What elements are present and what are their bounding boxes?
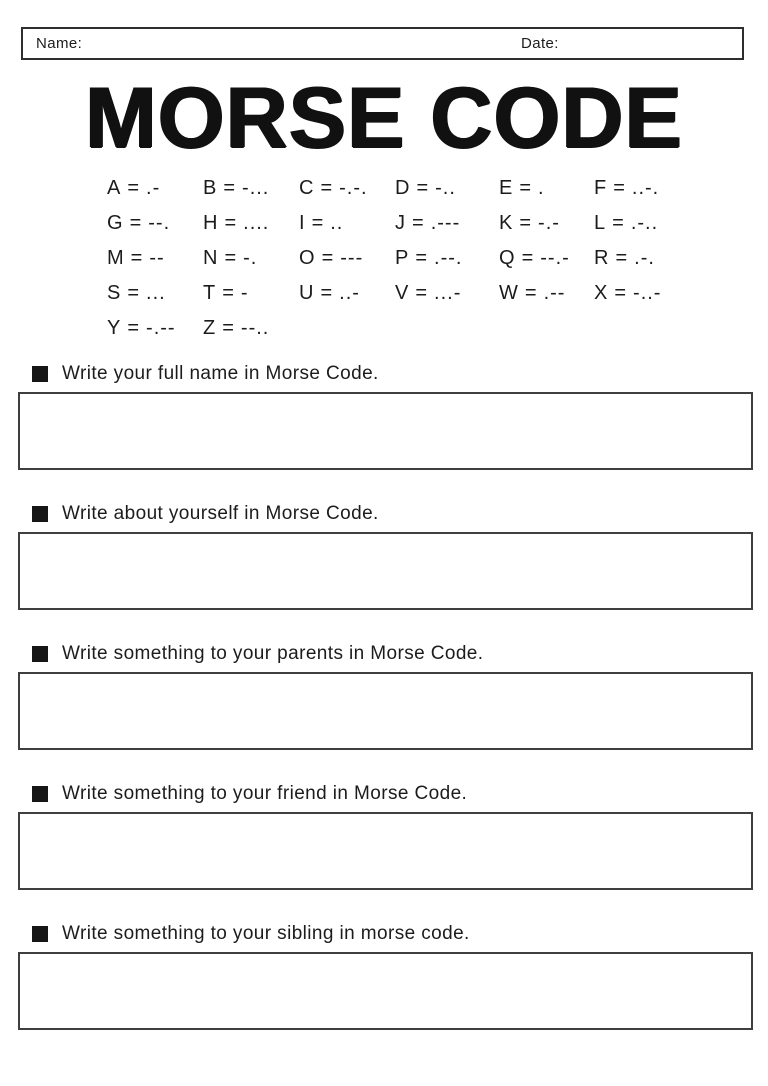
task-section-2 <box>18 503 753 610</box>
morse-entry-v <box>395 282 499 304</box>
morse-letter: G <box>107 212 123 234</box>
morse-letter: B <box>203 177 217 199</box>
morse-entry-x <box>594 282 682 304</box>
equals-sign: = <box>320 177 333 199</box>
morse-code-value: --.. <box>240 317 270 339</box>
date-field <box>521 29 731 58</box>
morse-entry-l <box>594 212 682 234</box>
morse-code-value: -. <box>243 247 258 269</box>
task-prompt-row <box>32 503 753 525</box>
morse-letter: Y <box>107 317 121 339</box>
morse-entry-a <box>107 177 203 199</box>
morse-letter: A <box>107 177 121 199</box>
answer-box-1[interactable] <box>18 392 753 470</box>
answer-box-2[interactable] <box>18 532 753 610</box>
task-prompt-text: Write about yourself in Morse Code. <box>62 503 379 524</box>
morse-letter: T <box>203 282 216 304</box>
equals-sign: = <box>320 282 333 304</box>
equals-sign: = <box>311 212 324 234</box>
morse-entry-y <box>107 317 203 339</box>
equals-sign: = <box>130 247 143 269</box>
morse-entry-t <box>203 282 299 304</box>
task-prompt-row <box>32 643 753 665</box>
morse-letter: D <box>395 177 410 199</box>
name-label: Name: <box>36 35 83 52</box>
morse-entry-u <box>299 282 395 304</box>
morse-entry-c <box>299 177 395 199</box>
morse-letter: R <box>594 247 609 269</box>
morse-code-value: . <box>538 177 545 199</box>
morse-entry-o <box>299 247 395 269</box>
morse-letter: J <box>395 212 405 234</box>
morse-letter: C <box>299 177 314 199</box>
answer-box-3[interactable] <box>18 672 753 750</box>
equals-sign: = <box>612 212 624 234</box>
morse-letter: V <box>395 282 409 304</box>
answer-box-5[interactable] <box>18 952 753 1030</box>
morse-code-value: --.- <box>540 247 570 269</box>
morse-letter: N <box>203 247 218 269</box>
morse-code-value: --. <box>148 212 171 234</box>
morse-code-value: .. <box>330 212 344 234</box>
morse-entry-r <box>594 247 682 269</box>
name-field <box>36 29 476 58</box>
morse-letter: O <box>299 247 315 269</box>
morse-code-value: ...- <box>434 282 462 304</box>
task-section-3 <box>18 643 753 750</box>
morse-entry-k <box>499 212 594 234</box>
morse-entry-d <box>395 177 499 199</box>
task-section-1 <box>18 363 753 470</box>
morse-letter: W <box>499 282 518 304</box>
morse-letter: I <box>299 212 305 234</box>
equals-sign: = <box>222 282 234 304</box>
morse-code-value: ... <box>146 282 166 304</box>
morse-letter: E <box>499 177 513 199</box>
equals-sign: = <box>519 212 532 234</box>
task-prompt-text: Write your full name in Morse Code. <box>62 363 379 384</box>
morse-letter: P <box>395 247 409 269</box>
morse-entry-e <box>499 177 594 199</box>
task-prompt-text: Write something to your sibling in morse code. <box>62 923 470 944</box>
morse-code-value: .... <box>243 212 270 234</box>
equals-sign: = <box>415 247 428 269</box>
morse-letter: L <box>594 212 606 234</box>
morse-code-value: -.- <box>538 212 560 234</box>
morse-entry-w <box>499 282 594 304</box>
morse-code-value: -.. <box>435 177 456 199</box>
morse-letter: U <box>299 282 314 304</box>
morse-entry-j <box>395 212 499 234</box>
equals-sign: = <box>321 247 334 269</box>
morse-letter: F <box>594 177 607 199</box>
bullet-square-icon <box>32 366 48 382</box>
morse-code-value: -..- <box>633 282 662 304</box>
morse-entry-g <box>107 212 203 234</box>
morse-entry-n <box>203 247 299 269</box>
bullet-square-icon <box>32 506 48 522</box>
task-section-5 <box>18 923 753 1030</box>
bullet-square-icon <box>32 646 48 662</box>
task-prompt-row <box>32 783 753 805</box>
morse-code-value: -- <box>149 247 165 269</box>
morse-entry-m <box>107 247 203 269</box>
equals-sign: = <box>224 212 237 234</box>
task-prompt-text: Write something to your friend in Morse Code. <box>62 783 468 804</box>
equals-sign: = <box>416 177 429 199</box>
morse-entry-h <box>203 212 299 234</box>
morse-code-value: .-- <box>543 282 566 304</box>
morse-code-value: .- <box>146 177 161 199</box>
morse-code-value: .--. <box>434 247 463 269</box>
morse-code-value: .-.. <box>630 212 659 234</box>
morse-entry-b <box>203 177 299 199</box>
equals-sign: = <box>127 317 140 339</box>
morse-code-value: ..- <box>339 282 360 304</box>
equals-sign: = <box>223 177 236 199</box>
equals-sign: = <box>524 282 537 304</box>
task-section-4 <box>18 783 753 890</box>
page-title: MORSE CODE <box>85 70 683 166</box>
morse-code-value: --- <box>340 247 364 269</box>
morse-letter: H <box>203 212 218 234</box>
equals-sign: = <box>415 282 428 304</box>
morse-code-value: .--- <box>430 212 461 234</box>
equals-sign: = <box>521 247 534 269</box>
morse-code-value: - <box>240 282 249 304</box>
morse-code-value: .-. <box>634 247 655 269</box>
equals-sign: = <box>519 177 532 199</box>
bullet-square-icon <box>32 786 48 802</box>
equals-sign: = <box>127 282 140 304</box>
equals-sign: = <box>127 177 140 199</box>
equals-sign: = <box>222 317 234 339</box>
morse-chart <box>107 177 682 339</box>
answer-box-4[interactable] <box>18 812 753 890</box>
equals-sign: = <box>129 212 142 234</box>
morse-code-value: -... <box>242 177 270 199</box>
task-prompt-text: Write something to your parents in Morse Code. <box>62 643 484 664</box>
morse-entry-i <box>299 212 395 234</box>
morse-entry-p <box>395 247 499 269</box>
morse-entry-s <box>107 282 203 304</box>
name-date-header <box>21 27 744 60</box>
equals-sign: = <box>615 247 628 269</box>
morse-code-value: -.-. <box>339 177 368 199</box>
equals-sign: = <box>412 212 424 234</box>
bullet-square-icon <box>32 926 48 942</box>
morse-letter: Z <box>203 317 216 339</box>
morse-entry-z <box>203 317 299 339</box>
task-prompt-row <box>32 923 753 945</box>
morse-letter: S <box>107 282 121 304</box>
morse-code-value: -.-- <box>146 317 176 339</box>
equals-sign: = <box>224 247 237 269</box>
morse-letter: K <box>499 212 513 234</box>
date-input-area[interactable] <box>559 29 731 58</box>
equals-sign: = <box>614 282 627 304</box>
morse-letter: Q <box>499 247 515 269</box>
date-label: Date: <box>521 35 559 52</box>
morse-letter: X <box>594 282 608 304</box>
task-prompt-row <box>32 363 753 385</box>
name-input-area[interactable] <box>82 29 476 58</box>
morse-letter: M <box>107 247 124 269</box>
equals-sign: = <box>613 177 625 199</box>
morse-entry-q <box>499 247 594 269</box>
morse-code-value: ..-. <box>631 177 660 199</box>
morse-entry-f <box>594 177 682 199</box>
